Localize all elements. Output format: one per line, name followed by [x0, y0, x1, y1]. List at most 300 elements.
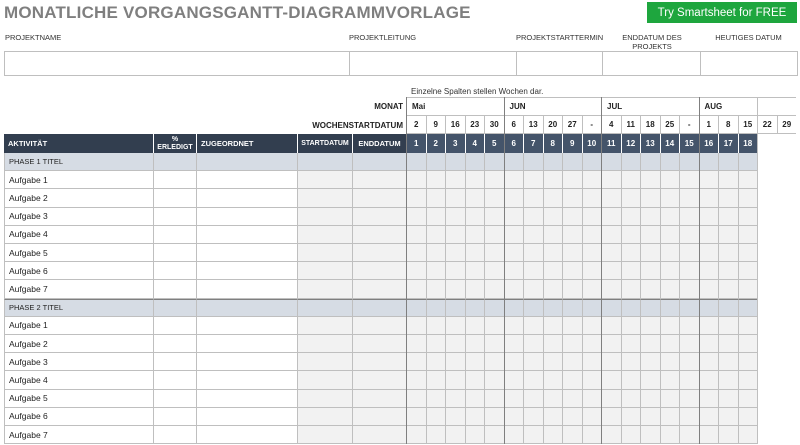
gantt-cell[interactable] [426, 153, 446, 171]
gantt-cell[interactable] [543, 153, 563, 171]
gantt-cell[interactable] [523, 353, 543, 371]
gantt-cell[interactable] [699, 390, 719, 408]
gantt-cell[interactable] [543, 189, 563, 207]
gantt-cell[interactable] [718, 153, 738, 171]
gantt-cell[interactable] [621, 317, 641, 335]
gantt-cell[interactable] [601, 426, 621, 444]
gantt-cell[interactable] [640, 371, 660, 389]
gantt-cell[interactable] [523, 189, 543, 207]
gantt-cell[interactable] [504, 153, 524, 171]
gantt-cell[interactable] [640, 426, 660, 444]
gantt-cell[interactable] [465, 262, 485, 280]
gantt-cell[interactable] [621, 280, 641, 298]
gantt-cell[interactable] [738, 189, 758, 207]
gantt-cell[interactable] [601, 208, 621, 226]
gantt-cell[interactable] [445, 208, 465, 226]
gantt-cell[interactable] [504, 171, 524, 189]
gantt-cell[interactable] [543, 208, 563, 226]
gantt-cell[interactable] [718, 335, 738, 353]
gantt-cell[interactable] [640, 299, 660, 317]
gantt-cell[interactable] [406, 153, 426, 171]
gantt-cell[interactable] [523, 262, 543, 280]
gantt-cell[interactable] [465, 208, 485, 226]
gantt-cell[interactable] [601, 299, 621, 317]
gantt-cell[interactable] [504, 262, 524, 280]
task-percent-cell[interactable] [153, 426, 196, 444]
gantt-cell[interactable] [718, 280, 738, 298]
gantt-cell[interactable] [582, 408, 602, 426]
gantt-cell[interactable] [406, 371, 426, 389]
gantt-cell[interactable] [621, 153, 641, 171]
gantt-cell[interactable] [738, 371, 758, 389]
gantt-cell[interactable] [543, 299, 563, 317]
gantt-cell[interactable] [640, 408, 660, 426]
gantt-cell[interactable] [543, 353, 563, 371]
gantt-cell[interactable] [601, 189, 621, 207]
phase-assigned-cell[interactable] [196, 299, 297, 317]
gantt-cell[interactable] [582, 371, 602, 389]
gantt-cell[interactable] [699, 353, 719, 371]
gantt-cell[interactable] [718, 189, 738, 207]
gantt-cell[interactable] [679, 244, 699, 262]
gantt-cell[interactable] [445, 299, 465, 317]
gantt-cell[interactable] [465, 171, 485, 189]
gantt-cell[interactable] [660, 335, 680, 353]
gantt-cell[interactable] [523, 408, 543, 426]
gantt-cell[interactable] [679, 390, 699, 408]
gantt-cell[interactable] [718, 408, 738, 426]
gantt-cell[interactable] [543, 426, 563, 444]
gantt-cell[interactable] [484, 208, 504, 226]
gantt-cell[interactable] [562, 153, 582, 171]
gantt-cell[interactable] [504, 280, 524, 298]
gantt-cell[interactable] [718, 244, 738, 262]
gantt-cell[interactable] [426, 317, 446, 335]
gantt-cell[interactable] [699, 153, 719, 171]
gantt-cell[interactable] [445, 408, 465, 426]
gantt-cell[interactable] [426, 408, 446, 426]
gantt-cell[interactable] [504, 353, 524, 371]
gantt-cell[interactable] [699, 280, 719, 298]
gantt-cell[interactable] [504, 189, 524, 207]
phase-percent-cell[interactable] [153, 153, 196, 171]
gantt-cell[interactable] [660, 171, 680, 189]
task-percent-cell[interactable] [153, 280, 196, 298]
gantt-cell[interactable] [406, 244, 426, 262]
gantt-cell[interactable] [601, 153, 621, 171]
gantt-cell[interactable] [562, 171, 582, 189]
gantt-cell[interactable] [699, 426, 719, 444]
gantt-cell[interactable] [601, 244, 621, 262]
gantt-cell[interactable] [484, 426, 504, 444]
gantt-cell[interactable] [738, 317, 758, 335]
gantt-cell[interactable] [718, 208, 738, 226]
gantt-cell[interactable] [445, 262, 465, 280]
gantt-cell[interactable] [640, 226, 660, 244]
gantt-cell[interactable] [699, 335, 719, 353]
gantt-cell[interactable] [523, 208, 543, 226]
gantt-cell[interactable] [426, 299, 446, 317]
gantt-cell[interactable] [679, 371, 699, 389]
gantt-cell[interactable] [660, 408, 680, 426]
gantt-cell[interactable] [562, 317, 582, 335]
gantt-cell[interactable] [484, 335, 504, 353]
task-end-cell[interactable] [352, 335, 406, 353]
gantt-cell[interactable] [699, 371, 719, 389]
task-start-cell[interactable] [297, 208, 352, 226]
gantt-cell[interactable] [699, 226, 719, 244]
task-assigned-cell[interactable] [196, 317, 297, 335]
gantt-cell[interactable] [621, 426, 641, 444]
gantt-cell[interactable] [718, 299, 738, 317]
gantt-cell[interactable] [445, 189, 465, 207]
task-start-cell[interactable] [297, 426, 352, 444]
gantt-cell[interactable] [582, 226, 602, 244]
gantt-cell[interactable] [562, 390, 582, 408]
task-end-cell[interactable] [352, 426, 406, 444]
gantt-cell[interactable] [738, 353, 758, 371]
gantt-cell[interactable] [484, 189, 504, 207]
gantt-cell[interactable] [738, 299, 758, 317]
gantt-cell[interactable] [523, 171, 543, 189]
gantt-cell[interactable] [523, 226, 543, 244]
gantt-cell[interactable] [601, 280, 621, 298]
gantt-cell[interactable] [738, 208, 758, 226]
task-activity-cell[interactable]: Aufgabe 4 [4, 226, 153, 244]
gantt-cell[interactable] [465, 335, 485, 353]
task-percent-cell[interactable] [153, 408, 196, 426]
gantt-cell[interactable] [484, 280, 504, 298]
gantt-cell[interactable] [523, 153, 543, 171]
gantt-cell[interactable] [523, 299, 543, 317]
project-name-field[interactable] [4, 51, 350, 76]
gantt-cell[interactable] [465, 189, 485, 207]
gantt-cell[interactable] [660, 371, 680, 389]
task-end-cell[interactable] [352, 262, 406, 280]
phase-activity-cell[interactable]: PHASE 1 TITEL [4, 153, 153, 171]
gantt-cell[interactable] [679, 153, 699, 171]
task-percent-cell[interactable] [153, 353, 196, 371]
task-assigned-cell[interactable] [196, 262, 297, 280]
gantt-cell[interactable] [718, 262, 738, 280]
gantt-cell[interactable] [465, 371, 485, 389]
task-activity-cell[interactable]: Aufgabe 3 [4, 208, 153, 226]
gantt-cell[interactable] [679, 226, 699, 244]
gantt-cell[interactable] [601, 390, 621, 408]
gantt-cell[interactable] [621, 262, 641, 280]
gantt-cell[interactable] [679, 317, 699, 335]
gantt-cell[interactable] [523, 280, 543, 298]
gantt-cell[interactable] [621, 408, 641, 426]
task-assigned-cell[interactable] [196, 335, 297, 353]
gantt-cell[interactable] [738, 390, 758, 408]
gantt-cell[interactable] [562, 208, 582, 226]
gantt-cell[interactable] [582, 390, 602, 408]
project-manager-field[interactable] [349, 51, 517, 76]
task-end-cell[interactable] [352, 408, 406, 426]
gantt-cell[interactable] [582, 153, 602, 171]
gantt-cell[interactable] [601, 335, 621, 353]
gantt-cell[interactable] [660, 299, 680, 317]
task-activity-cell[interactable]: Aufgabe 6 [4, 262, 153, 280]
gantt-cell[interactable] [445, 244, 465, 262]
gantt-cell[interactable] [465, 317, 485, 335]
gantt-cell[interactable] [621, 390, 641, 408]
gantt-cell[interactable] [562, 408, 582, 426]
gantt-cell[interactable] [406, 335, 426, 353]
gantt-cell[interactable] [621, 171, 641, 189]
gantt-cell[interactable] [660, 317, 680, 335]
gantt-cell[interactable] [562, 335, 582, 353]
gantt-cell[interactable] [699, 189, 719, 207]
gantt-cell[interactable] [484, 153, 504, 171]
phase-end-cell[interactable] [352, 153, 406, 171]
task-percent-cell[interactable] [153, 371, 196, 389]
task-end-cell[interactable] [352, 280, 406, 298]
gantt-cell[interactable] [543, 317, 563, 335]
task-percent-cell[interactable] [153, 244, 196, 262]
gantt-cell[interactable] [465, 299, 485, 317]
gantt-cell[interactable] [738, 408, 758, 426]
gantt-cell[interactable] [718, 353, 738, 371]
gantt-cell[interactable] [445, 371, 465, 389]
task-activity-cell[interactable]: Aufgabe 1 [4, 171, 153, 189]
gantt-cell[interactable] [562, 244, 582, 262]
task-percent-cell[interactable] [153, 171, 196, 189]
gantt-cell[interactable] [621, 208, 641, 226]
gantt-cell[interactable] [601, 353, 621, 371]
phase-start-cell[interactable] [297, 153, 352, 171]
gantt-cell[interactable] [582, 299, 602, 317]
gantt-cell[interactable] [406, 280, 426, 298]
gantt-cell[interactable] [718, 390, 738, 408]
gantt-cell[interactable] [562, 262, 582, 280]
task-start-cell[interactable] [297, 226, 352, 244]
task-assigned-cell[interactable] [196, 371, 297, 389]
gantt-cell[interactable] [660, 189, 680, 207]
gantt-cell[interactable] [718, 426, 738, 444]
gantt-cell[interactable] [621, 353, 641, 371]
gantt-cell[interactable] [426, 189, 446, 207]
gantt-cell[interactable] [523, 244, 543, 262]
gantt-cell[interactable] [406, 226, 426, 244]
task-start-cell[interactable] [297, 390, 352, 408]
task-percent-cell[interactable] [153, 390, 196, 408]
gantt-cell[interactable] [640, 353, 660, 371]
gantt-cell[interactable] [426, 244, 446, 262]
gantt-cell[interactable] [484, 262, 504, 280]
task-assigned-cell[interactable] [196, 408, 297, 426]
gantt-cell[interactable] [582, 171, 602, 189]
gantt-cell[interactable] [406, 299, 426, 317]
gantt-cell[interactable] [484, 226, 504, 244]
gantt-cell[interactable] [660, 226, 680, 244]
gantt-cell[interactable] [426, 353, 446, 371]
gantt-cell[interactable] [660, 153, 680, 171]
gantt-cell[interactable] [718, 226, 738, 244]
task-activity-cell[interactable]: Aufgabe 5 [4, 390, 153, 408]
task-percent-cell[interactable] [153, 335, 196, 353]
gantt-cell[interactable] [406, 426, 426, 444]
gantt-cell[interactable] [621, 371, 641, 389]
task-assigned-cell[interactable] [196, 280, 297, 298]
task-end-cell[interactable] [352, 189, 406, 207]
gantt-cell[interactable] [640, 390, 660, 408]
task-activity-cell[interactable]: Aufgabe 5 [4, 244, 153, 262]
gantt-cell[interactable] [504, 408, 524, 426]
gantt-cell[interactable] [621, 226, 641, 244]
gantt-cell[interactable] [582, 317, 602, 335]
gantt-cell[interactable] [543, 335, 563, 353]
gantt-cell[interactable] [718, 317, 738, 335]
gantt-cell[interactable] [640, 244, 660, 262]
try-smartsheet-button[interactable]: Try Smartsheet for FREE [647, 2, 797, 23]
gantt-cell[interactable] [426, 371, 446, 389]
gantt-cell[interactable] [640, 153, 660, 171]
task-end-cell[interactable] [352, 244, 406, 262]
gantt-cell[interactable] [718, 371, 738, 389]
gantt-cell[interactable] [679, 335, 699, 353]
gantt-cell[interactable] [406, 317, 426, 335]
gantt-cell[interactable] [426, 208, 446, 226]
gantt-cell[interactable] [738, 244, 758, 262]
gantt-cell[interactable] [621, 299, 641, 317]
gantt-cell[interactable] [621, 335, 641, 353]
gantt-cell[interactable] [523, 426, 543, 444]
phase-percent-cell[interactable] [153, 299, 196, 317]
gantt-cell[interactable] [660, 244, 680, 262]
task-percent-cell[interactable] [153, 226, 196, 244]
gantt-cell[interactable] [679, 262, 699, 280]
gantt-cell[interactable] [523, 390, 543, 408]
task-end-cell[interactable] [352, 171, 406, 189]
gantt-cell[interactable] [738, 280, 758, 298]
gantt-cell[interactable] [562, 280, 582, 298]
gantt-cell[interactable] [465, 226, 485, 244]
task-assigned-cell[interactable] [196, 208, 297, 226]
gantt-cell[interactable] [679, 280, 699, 298]
gantt-cell[interactable] [445, 153, 465, 171]
task-percent-cell[interactable] [153, 317, 196, 335]
task-assigned-cell[interactable] [196, 244, 297, 262]
gantt-cell[interactable] [406, 390, 426, 408]
gantt-cell[interactable] [406, 262, 426, 280]
gantt-cell[interactable] [426, 335, 446, 353]
gantt-cell[interactable] [504, 335, 524, 353]
gantt-cell[interactable] [465, 153, 485, 171]
gantt-cell[interactable] [484, 299, 504, 317]
gantt-cell[interactable] [660, 426, 680, 444]
gantt-cell[interactable] [660, 353, 680, 371]
task-activity-cell[interactable]: Aufgabe 1 [4, 317, 153, 335]
phase-start-cell[interactable] [297, 299, 352, 317]
gantt-cell[interactable] [601, 171, 621, 189]
phase-assigned-cell[interactable] [196, 153, 297, 171]
gantt-cell[interactable] [465, 408, 485, 426]
gantt-cell[interactable] [640, 280, 660, 298]
gantt-cell[interactable] [543, 390, 563, 408]
gantt-cell[interactable] [562, 299, 582, 317]
gantt-cell[interactable] [621, 189, 641, 207]
task-start-cell[interactable] [297, 189, 352, 207]
gantt-cell[interactable] [640, 171, 660, 189]
gantt-cell[interactable] [426, 280, 446, 298]
task-activity-cell[interactable]: Aufgabe 2 [4, 335, 153, 353]
gantt-cell[interactable] [543, 371, 563, 389]
gantt-cell[interactable] [679, 408, 699, 426]
gantt-cell[interactable] [660, 390, 680, 408]
task-activity-cell[interactable]: Aufgabe 3 [4, 353, 153, 371]
task-start-cell[interactable] [297, 262, 352, 280]
task-assigned-cell[interactable] [196, 226, 297, 244]
gantt-cell[interactable] [562, 226, 582, 244]
gantt-cell[interactable] [640, 335, 660, 353]
gantt-cell[interactable] [640, 208, 660, 226]
gantt-cell[interactable] [465, 353, 485, 371]
gantt-cell[interactable] [582, 335, 602, 353]
gantt-cell[interactable] [445, 171, 465, 189]
gantt-cell[interactable] [738, 153, 758, 171]
gantt-cell[interactable] [738, 426, 758, 444]
gantt-cell[interactable] [660, 208, 680, 226]
gantt-cell[interactable] [601, 408, 621, 426]
gantt-cell[interactable] [445, 226, 465, 244]
task-end-cell[interactable] [352, 226, 406, 244]
gantt-cell[interactable] [465, 280, 485, 298]
gantt-cell[interactable] [484, 244, 504, 262]
gantt-cell[interactable] [699, 244, 719, 262]
gantt-cell[interactable] [445, 426, 465, 444]
today-field[interactable] [700, 51, 798, 76]
gantt-cell[interactable] [504, 299, 524, 317]
gantt-cell[interactable] [504, 317, 524, 335]
gantt-cell[interactable] [426, 262, 446, 280]
gantt-cell[interactable] [582, 189, 602, 207]
gantt-cell[interactable] [406, 408, 426, 426]
gantt-cell[interactable] [484, 408, 504, 426]
gantt-cell[interactable] [699, 262, 719, 280]
task-activity-cell[interactable]: Aufgabe 7 [4, 280, 153, 298]
task-percent-cell[interactable] [153, 208, 196, 226]
task-start-cell[interactable] [297, 171, 352, 189]
gantt-cell[interactable] [543, 171, 563, 189]
gantt-cell[interactable] [426, 426, 446, 444]
task-end-cell[interactable] [352, 390, 406, 408]
gantt-cell[interactable] [601, 226, 621, 244]
gantt-cell[interactable] [582, 208, 602, 226]
task-activity-cell[interactable]: Aufgabe 2 [4, 189, 153, 207]
gantt-cell[interactable] [562, 426, 582, 444]
gantt-cell[interactable] [738, 226, 758, 244]
gantt-cell[interactable] [465, 390, 485, 408]
gantt-cell[interactable] [504, 390, 524, 408]
gantt-cell[interactable] [484, 390, 504, 408]
task-start-cell[interactable] [297, 353, 352, 371]
task-activity-cell[interactable]: Aufgabe 4 [4, 371, 153, 389]
phase-end-cell[interactable] [352, 299, 406, 317]
project-start-field[interactable] [516, 51, 603, 76]
task-end-cell[interactable] [352, 353, 406, 371]
gantt-cell[interactable] [426, 226, 446, 244]
gantt-cell[interactable] [445, 390, 465, 408]
gantt-cell[interactable] [523, 335, 543, 353]
gantt-cell[interactable] [679, 353, 699, 371]
task-percent-cell[interactable] [153, 262, 196, 280]
gantt-cell[interactable] [640, 317, 660, 335]
gantt-cell[interactable] [679, 208, 699, 226]
gantt-cell[interactable] [465, 244, 485, 262]
gantt-cell[interactable] [679, 299, 699, 317]
